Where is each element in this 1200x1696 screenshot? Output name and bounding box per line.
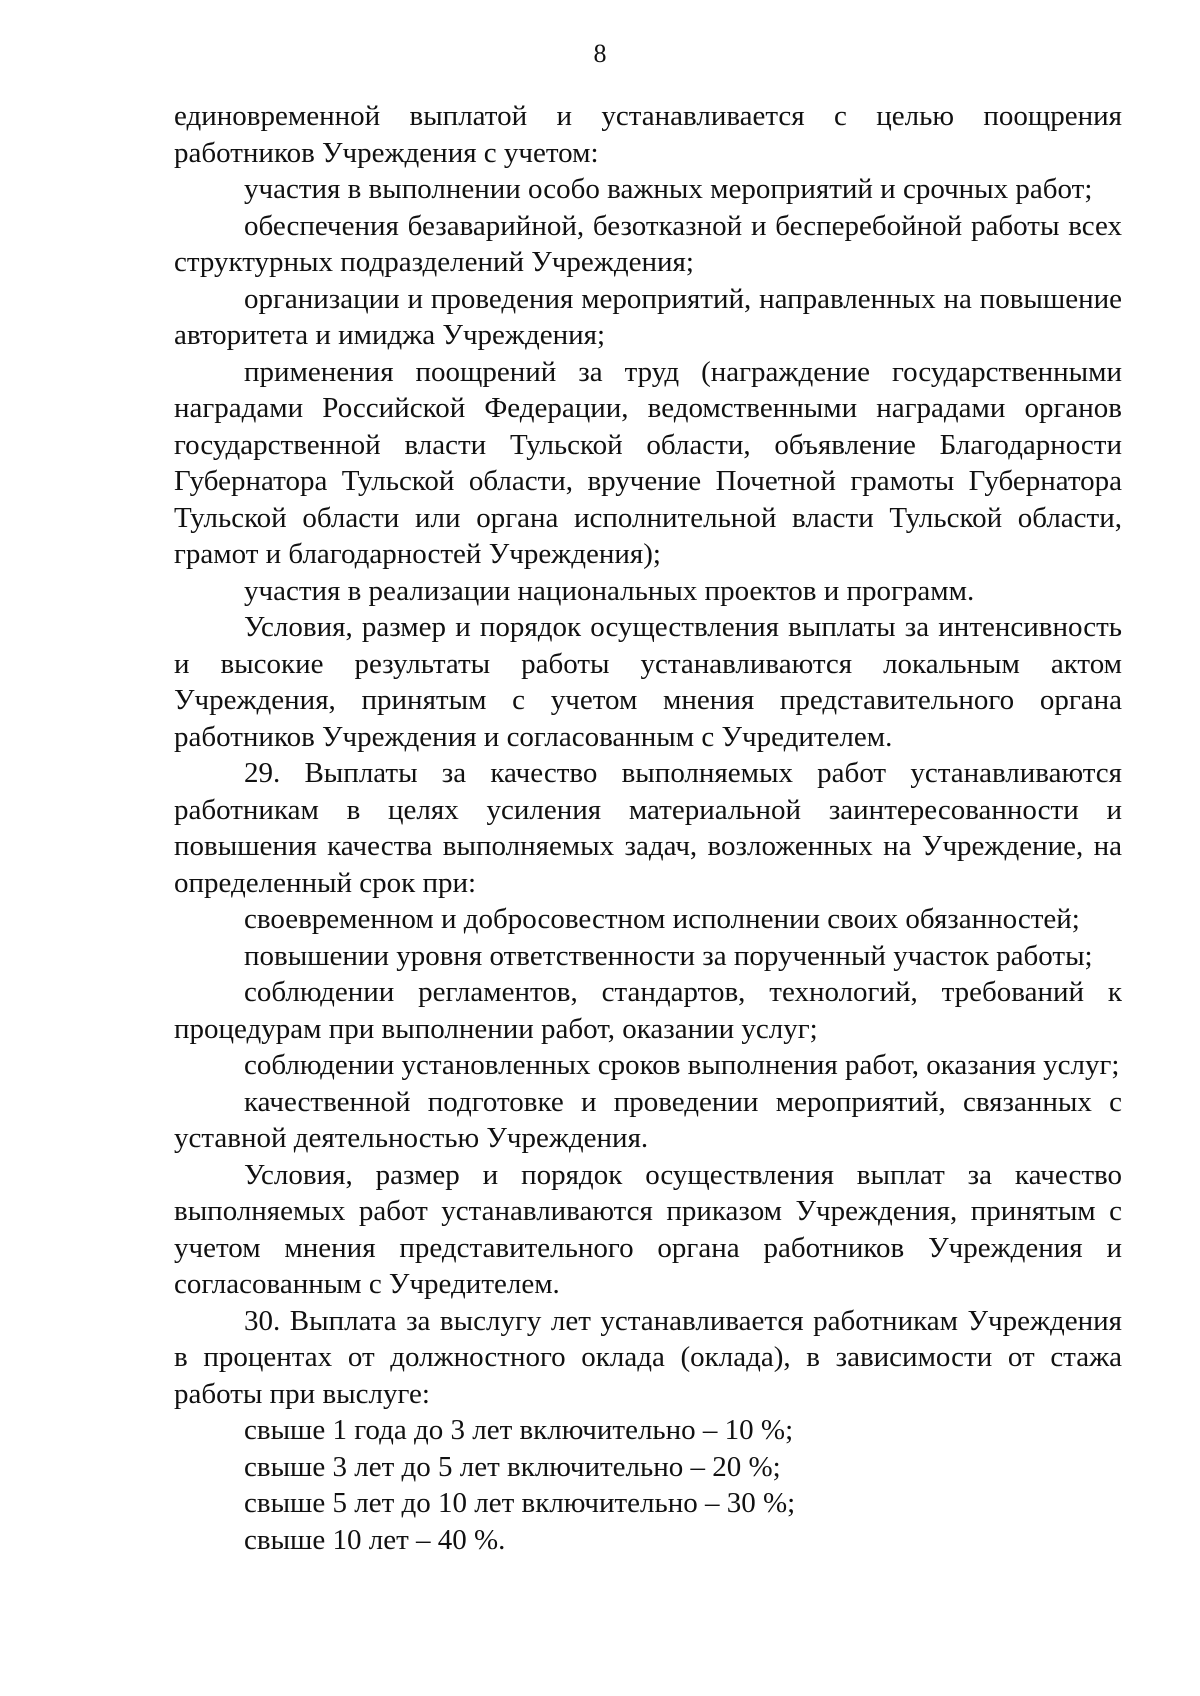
paragraph: Условия, размер и порядок осуществления выплат за качество выполняемых работ устанавливаются приказом Учреждения, принятым с учетом мнения представительного органа работников Учреждения и согласованным с Учредителем. [174,1158,1122,1300]
clause-30: 30. Выплата за выслугу лет устанавливается работникам Учреждения в процентах от должностного оклада (оклада), в зависимости от стажа работы при выслуге: [174,1304,1122,1410]
clause-29: 29. Выплаты за качество выполняемых работ устанавливаются работникам в целях усиления материальной заинтересованности и повышения качества выполняемых задач, возложенных на Учреждение, на определенный срок при: [174,757,1122,899]
list-item: применения поощрений за труд (награждение государственными наградами Российской Федерации, ведомственными наградами органов государственной власти Тульской области, объявление Благодарности Губернатора Тульской области, вручение Почетной грамоты Губернатора Тульской области или органа исполнительной власти Тульской области, грамот и благодарностей Учреждения); [174,355,1122,570]
list-item: участия в реализации национальных проектов и программ. [244,574,975,607]
list-item: повышении уровня ответственности за порученный участок работы; [244,939,1093,972]
list-item: свыше 1 года до 3 лет включительно – 10 %; [244,1414,794,1446]
paragraph-continuation: единовременной выплатой и устанавливается с целью поощрения работников Учреждения с учетом: [174,100,1122,169]
document-body [174,98,1122,1558]
paragraph: Условия, размер и порядок осуществления выплаты за интенсивность и высокие результаты работы устанавливаются локальным актом Учреждения, принятым с учетом мнения представительного органа работников Учреждения и согласованным с Учредителем. [174,611,1122,753]
list-item: свыше 10 лет – 40 %. [244,1523,506,1556]
page-number: 8 [593,39,607,68]
list-item: соблюдении установленных сроков выполнения работ, оказания услуг; [244,1049,1120,1081]
list-item: обеспечения безаварийной, безотказной и бесперебойной работы всех структурных подразделений Учреждения; [174,209,1122,278]
list-item: свыше 5 лет до 10 лет включительно – 30 %; [244,1487,796,1519]
list-item: свыше 3 лет до 5 лет включительно – 20 %; [244,1450,781,1483]
list-item: соблюдении регламентов, стандартов, технологий, требований к процедурам при выполнении работ, оказании услуг; [174,976,1122,1045]
list-item: своевременном и добросовестном исполнении своих обязанностей; [244,903,1080,935]
list-item: качественной подготовке и проведении мероприятий, связанных с уставной деятельностью Учреждения. [174,1085,1122,1154]
list-item: участия в выполнении особо важных мероприятий и срочных работ; [244,173,1093,205]
list-item: организации и проведения мероприятий, направленных на повышение авторитета и имиджа Учреждения; [174,282,1122,351]
